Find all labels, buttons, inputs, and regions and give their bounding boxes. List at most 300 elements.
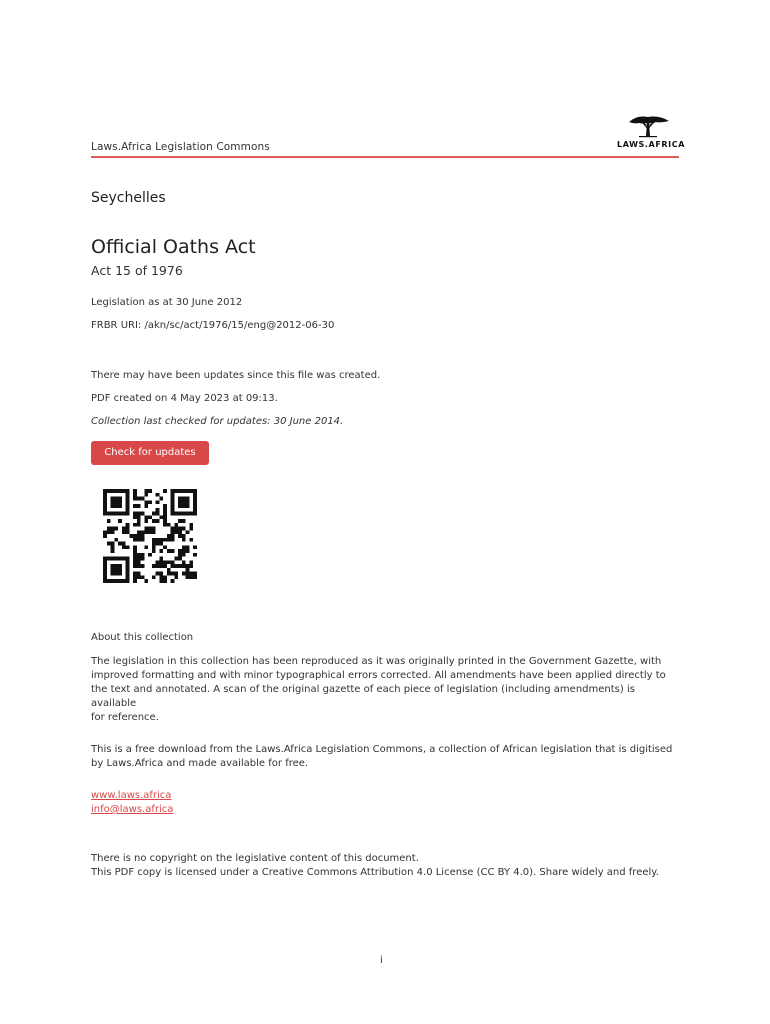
qr-module: [122, 542, 126, 546]
qr-module: [126, 568, 130, 572]
qr-module: [144, 504, 148, 508]
qr-module: [111, 527, 115, 531]
qr-module: [126, 560, 130, 564]
country-name: Seychelles: [91, 190, 166, 206]
qr-module: [163, 579, 167, 583]
qr-module: [144, 489, 148, 493]
about-p1-line: the text and annotated. A scan of the original gazette of each piece of legislation (including amendments) is available: [91, 684, 635, 709]
qr-module: [178, 557, 182, 561]
qr-module: [126, 504, 130, 508]
qr-module: [148, 553, 152, 557]
qr-module: [126, 523, 130, 527]
qr-module: [182, 527, 186, 531]
qr-module: [103, 530, 107, 534]
legislation-date: Legislation as at 30 June 2012: [91, 297, 243, 308]
qr-module: [141, 575, 145, 579]
qr-module: [103, 508, 107, 512]
qr-module: [114, 500, 118, 504]
qr-module: [118, 512, 122, 516]
last-checked-date: Collection last checked for updates: 30 June 2014.: [91, 416, 344, 427]
qr-module: [171, 538, 175, 542]
qr-module: [156, 508, 160, 512]
qr-module: [193, 553, 197, 557]
qr-module: [111, 504, 115, 508]
qr-module: [186, 549, 190, 553]
qr-module: [189, 572, 193, 576]
qr-module: [122, 545, 126, 549]
qr-module: [163, 515, 167, 519]
qr-module: [193, 512, 197, 516]
act-number: Act 15 of 1976: [91, 263, 183, 278]
qr-module: [156, 572, 160, 576]
qr-module: [182, 512, 186, 516]
qr-module: [171, 564, 175, 568]
qr-module: [148, 527, 152, 531]
qr-module: [133, 493, 137, 497]
qr-module: [144, 579, 148, 583]
qr-module: [182, 564, 186, 568]
qr-module: [178, 489, 182, 493]
qr-module: [111, 549, 115, 553]
page-number: i: [380, 955, 383, 966]
qr-module: [137, 560, 141, 564]
qr-module: [141, 564, 145, 568]
qr-module: [189, 575, 193, 579]
qr-module: [133, 545, 137, 549]
qr-module: [122, 530, 126, 534]
qr-module: [189, 560, 193, 564]
qr-module: [167, 568, 171, 572]
qr-module: [178, 553, 182, 557]
email-link[interactable]: info@laws.africa: [91, 804, 174, 815]
qr-module: [118, 568, 122, 572]
qr-module: [159, 538, 163, 542]
qr-module: [137, 519, 141, 523]
qr-module: [178, 504, 182, 508]
qr-module: [167, 523, 171, 527]
qr-module: [133, 553, 137, 557]
qr-module: [163, 564, 167, 568]
qr-module: [189, 538, 193, 542]
qr-module: [137, 515, 141, 519]
license-notice: This PDF copy is licensed under a Creative Commons Attribution 4.0 License (CC BY 4.0). Share widely and freely.: [91, 867, 659, 878]
about-p2-line: by Laws.Africa and made available for free.: [91, 758, 309, 769]
qr-module: [103, 579, 107, 583]
qr-module: [171, 572, 175, 576]
qr-module: [111, 512, 115, 516]
qr-module: [111, 545, 115, 549]
qr-module: [159, 575, 163, 579]
qr-module: [111, 564, 115, 568]
qr-module: [118, 557, 122, 561]
qr-module: [133, 497, 137, 501]
qr-module: [137, 557, 141, 561]
qr-module: [171, 527, 175, 531]
qr-module: [159, 497, 163, 501]
qr-module: [182, 549, 186, 553]
qr-module: [114, 538, 118, 542]
qr-module: [156, 493, 160, 497]
qr-module: [174, 557, 178, 561]
website-link[interactable]: www.laws.africa: [91, 790, 172, 801]
qr-module: [193, 575, 197, 579]
qr-module: [156, 500, 160, 504]
about-heading: About this collection: [91, 632, 194, 643]
qr-module: [133, 538, 137, 542]
qr-module: [171, 549, 175, 553]
qr-module: [189, 512, 193, 516]
qr-module: [126, 564, 130, 568]
qr-module: [114, 527, 118, 531]
qr-module: [182, 538, 186, 542]
qr-module: [156, 564, 160, 568]
qr-module: [107, 519, 111, 523]
qr-module: [144, 519, 148, 523]
qr-module: [103, 493, 107, 497]
qr-module: [167, 549, 171, 553]
qr-module: [171, 500, 175, 504]
qr-module: [114, 497, 118, 501]
qr-module: [186, 497, 190, 501]
qr-module: [148, 530, 152, 534]
about-p1-line: The legislation in this collection has been reproduced as it was originally printed in the Government Gazette, with: [91, 656, 662, 667]
qr-module: [156, 538, 160, 542]
qr-module: [189, 564, 193, 568]
qr-module: [171, 497, 175, 501]
qr-module: [122, 489, 126, 493]
qr-module: [129, 534, 133, 538]
qr-module: [126, 545, 130, 549]
qr-module: [111, 568, 115, 572]
qr-module: [103, 489, 107, 493]
qr-module: [103, 560, 107, 564]
qr-module: [126, 512, 130, 516]
publisher-name: Laws.Africa Legislation Commons: [91, 141, 270, 153]
qr-code-icon[interactable]: [100, 489, 200, 583]
qr-module: [186, 564, 190, 568]
logo-wordmark: LAWS.AFRICA: [617, 140, 686, 149]
qr-module: [118, 564, 122, 568]
qr-module: [118, 519, 122, 523]
qr-module: [111, 579, 115, 583]
qr-module: [178, 519, 182, 523]
qr-module: [137, 538, 141, 542]
act-title: Official Oaths Act: [91, 236, 256, 258]
qr-module: [186, 575, 190, 579]
qr-module: [193, 504, 197, 508]
qr-module: [163, 545, 167, 549]
qr-module: [141, 553, 145, 557]
copyright-notice: There is no copyright on the legislative content of this document.: [91, 853, 419, 864]
qr-module: [171, 560, 175, 564]
qr-module: [171, 504, 175, 508]
qr-module: [152, 549, 156, 553]
qr-module: [137, 512, 141, 516]
qr-module: [152, 527, 156, 531]
qr-module: [178, 549, 182, 553]
qr-module: [118, 542, 122, 546]
qr-module: [144, 500, 148, 504]
qr-module: [137, 575, 141, 579]
qr-module: [174, 530, 178, 534]
qr-module: [182, 534, 186, 538]
qr-module: [178, 497, 182, 501]
qr-module: [118, 489, 122, 493]
qr-module: [118, 497, 122, 501]
qr-module: [163, 519, 167, 523]
qr-module: [107, 542, 111, 546]
qr-module: [126, 508, 130, 512]
qr-module: [171, 489, 175, 493]
qr-module: [152, 519, 156, 523]
qr-module: [144, 515, 148, 519]
qr-module: [137, 530, 141, 534]
qr-module: [111, 572, 115, 576]
qr-module: [118, 504, 122, 508]
qr-module: [111, 542, 115, 546]
qr-module: [167, 534, 171, 538]
qr-module: [178, 564, 182, 568]
qr-module: [186, 530, 190, 534]
about-paragraph-1: [91, 655, 683, 725]
qr-module: [133, 523, 137, 527]
qr-module: [193, 508, 197, 512]
qr-module: [152, 545, 156, 549]
qr-module: [163, 538, 167, 542]
qr-module: [186, 489, 190, 493]
qr-module: [193, 500, 197, 504]
qr-module: [163, 489, 167, 493]
qr-module: [141, 538, 145, 542]
qr-module: [193, 493, 197, 497]
qr-module: [137, 497, 141, 501]
qr-module: [159, 515, 163, 519]
qr-module: [141, 557, 145, 561]
qr-module: [111, 530, 115, 534]
qr-module: [144, 527, 148, 531]
qr-module: [114, 564, 118, 568]
qr-module: [126, 575, 130, 579]
qr-module: [171, 512, 175, 516]
qr-module: [193, 572, 197, 576]
qr-module: [126, 530, 130, 534]
qr-module: [144, 493, 148, 497]
qr-module: [186, 568, 190, 572]
qr-module: [163, 575, 167, 579]
qr-module: [174, 512, 178, 516]
qr-module: [156, 542, 160, 546]
qr-module: [107, 489, 111, 493]
qr-module: [178, 534, 182, 538]
qr-module: [156, 519, 160, 523]
qr-module: [186, 512, 190, 516]
qr-module: [182, 504, 186, 508]
frbr-uri: FRBR URI: /akn/sc/act/1976/15/eng@2012-06-30: [91, 320, 335, 331]
qr-module: [133, 560, 137, 564]
qr-module: [167, 560, 171, 564]
qr-module: [137, 564, 141, 568]
qr-module: [174, 564, 178, 568]
qr-module: [126, 572, 130, 576]
qr-module: [182, 489, 186, 493]
qr-module: [186, 572, 190, 576]
qr-module: [103, 572, 107, 576]
qr-module: [152, 530, 156, 534]
pdf-created-date: PDF created on 4 May 2023 at 09:13.: [91, 393, 278, 404]
qr-module: [148, 515, 152, 519]
qr-module: [137, 523, 141, 527]
qr-module: [103, 504, 107, 508]
qr-module: [137, 504, 141, 508]
qr-module: [133, 564, 137, 568]
qr-module: [171, 534, 175, 538]
about-p2-line: This is a free download from the Laws.Africa Legislation Commons, a collection of African legislation that is digitised: [91, 744, 673, 755]
updates-notice: There may have been updates since this file was created.: [91, 370, 381, 381]
qr-module: [144, 530, 148, 534]
qr-module: [152, 512, 156, 516]
qr-module: [114, 489, 118, 493]
qr-module: [159, 579, 163, 583]
qr-module: [163, 523, 167, 527]
qr-module: [152, 564, 156, 568]
qr-module: [122, 557, 126, 561]
qr-module: [159, 560, 163, 564]
qr-module: [103, 568, 107, 572]
check-for-updates-button[interactable]: Check for updates: [91, 441, 209, 465]
qr-module: [133, 579, 137, 583]
qr-module: [148, 489, 152, 493]
qr-module: [163, 508, 167, 512]
qr-module: [107, 530, 111, 534]
qr-module: [126, 493, 130, 497]
qr-module: [178, 500, 182, 504]
qr-module: [118, 579, 122, 583]
qr-module: [114, 579, 118, 583]
qr-module: [111, 500, 115, 504]
qr-module: [174, 527, 178, 531]
qr-module: [171, 508, 175, 512]
qr-module: [152, 538, 156, 542]
qr-module: [133, 534, 137, 538]
qr-module: [107, 512, 111, 516]
qr-module: [107, 527, 111, 531]
qr-module: [171, 530, 175, 534]
qr-module: [182, 560, 186, 564]
qr-module: [126, 557, 130, 561]
qr-module: [156, 560, 160, 564]
qr-module: [126, 497, 130, 501]
qr-module: [114, 512, 118, 516]
qr-module: [148, 500, 152, 504]
qr-module: [152, 575, 156, 579]
qr-module: [174, 523, 178, 527]
qr-module: [186, 504, 190, 508]
qr-module: [167, 572, 171, 576]
qr-module: [126, 579, 130, 583]
qr-module: [171, 579, 175, 583]
qr-module: [178, 530, 182, 534]
qr-module: [122, 579, 126, 583]
qr-module: [103, 512, 107, 516]
qr-module: [171, 493, 175, 497]
qr-module: [159, 557, 163, 561]
qr-module: [103, 497, 107, 501]
qr-module: [103, 500, 107, 504]
qr-module: [174, 572, 178, 576]
qr-module: [107, 557, 111, 561]
qr-module: [133, 572, 137, 576]
qr-module: [137, 572, 141, 576]
qr-module: [189, 489, 193, 493]
qr-module: [114, 504, 118, 508]
qr-module: [122, 527, 126, 531]
qr-module: [182, 519, 186, 523]
qr-module: [178, 527, 182, 531]
qr-module: [159, 564, 163, 568]
qr-module: [182, 500, 186, 504]
qr-module: [118, 500, 122, 504]
acacia-tree-icon: [617, 112, 679, 140]
qr-module: [103, 557, 107, 561]
qr-module: [144, 545, 148, 549]
qr-module: [193, 489, 197, 493]
qr-module: [189, 527, 193, 531]
qr-module: [159, 572, 163, 576]
qr-module: [163, 504, 167, 508]
qr-module: [174, 489, 178, 493]
qr-module: [174, 575, 178, 579]
qr-module: [141, 534, 145, 538]
laws-africa-logo: [617, 112, 686, 152]
about-p1-line: for reference.: [91, 712, 159, 723]
qr-module: [133, 575, 137, 579]
qr-module: [133, 489, 137, 493]
qr-module: [126, 527, 130, 531]
qr-module: [133, 549, 137, 553]
qr-module: [141, 497, 145, 501]
qr-module: [193, 497, 197, 501]
qr-module: [159, 549, 163, 553]
qr-module: [152, 542, 156, 546]
qr-module: [167, 538, 171, 542]
qr-module: [133, 515, 137, 519]
qr-module: [103, 534, 107, 538]
qr-module: [137, 534, 141, 538]
qr-module: [193, 545, 197, 549]
qr-module: [189, 523, 193, 527]
qr-module: [133, 504, 137, 508]
qr-module: [159, 542, 163, 546]
qr-module: [103, 575, 107, 579]
qr-module: [114, 572, 118, 576]
qr-module: [122, 512, 126, 516]
qr-module: [133, 512, 137, 516]
qr-module: [114, 568, 118, 572]
about-p1-line: improved formatting and with minor typographical errors corrected. All amendments have been applied directly to: [91, 670, 666, 681]
qr-module: [137, 553, 141, 557]
qr-module: [107, 579, 111, 583]
qr-module: [126, 500, 130, 504]
about-paragraph-2: [91, 743, 683, 771]
qr-module: [111, 557, 115, 561]
qr-module: [118, 572, 122, 576]
qr-module: [182, 545, 186, 549]
qr-module: [126, 489, 130, 493]
qr-module: [156, 512, 160, 516]
qr-module: [186, 500, 190, 504]
qr-module: [141, 512, 145, 516]
qr-module: [141, 530, 145, 534]
